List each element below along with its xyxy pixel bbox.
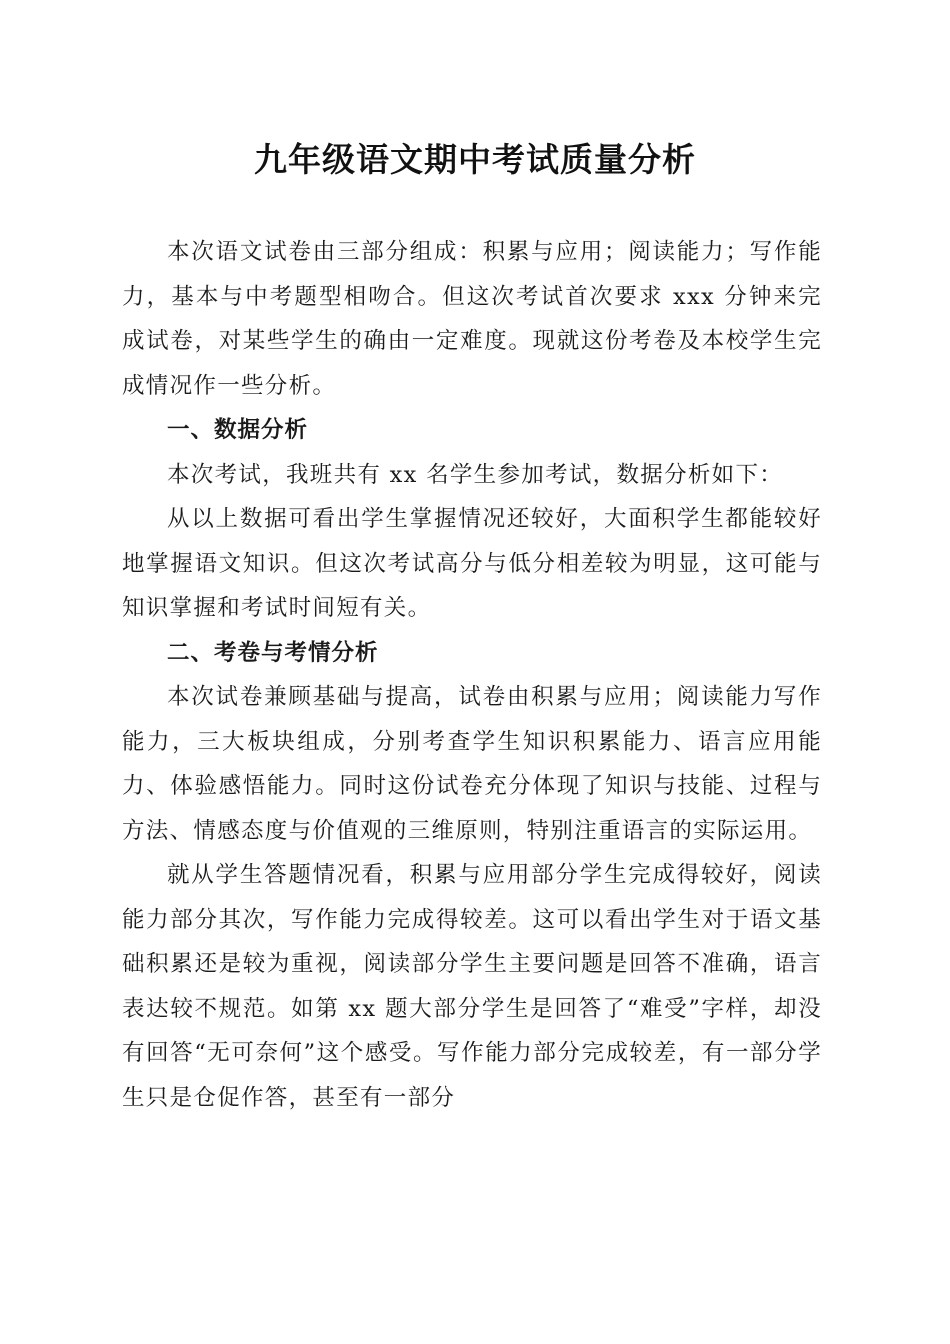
section2-paragraph-1: 本次试卷兼顾基础与提高，试卷由积累与应用；阅读能力写作能力，三大板块组成，分别考查学生知识积累能力、语言应用能力、体验感悟能力。同时这份试卷充分体现了知识与技能、过程与方法、情感态度与价值观的三维原则，特别注重语言的实际运用。 (122, 684, 822, 844)
document-body (122, 230, 822, 1120)
document-title: 九年级语文期中考试质量分析 (254, 140, 696, 179)
intro-paragraph: 本次语文试卷由三部分组成：积累与应用；阅读能力；写作能力，基本与中考题型相吻合。但这次考试首次要求 xxx 分钟来完成试卷，对某些学生的确由一定难度。现就这份考卷及本校学生完成情况作一些分析。 (122, 239, 822, 399)
section-heading-exam-analysis: 二、考卷与考情分析 (167, 639, 379, 666)
section2-paragraph-2: 就从学生答题情况看，积累与应用部分学生完成得较好，阅读能力部分其次，写作能力完成得较差。这可以看出学生对于语文基础积累还是较为重视，阅读部分学生主要问题是回答不准确，语言表达较不规范。如第 xx 题大部分学生是回答了“难受”字样，却没有回答“无可奈何”这个感受。写作能力部分完成较差，有一部分学生只是仓促作答，甚至有一部分 (122, 862, 822, 1111)
section1-paragraph-1: 本次考试，我班共有 xx 名学生参加考试，数据分析如下： (167, 461, 784, 488)
section1-paragraph-2: 从以上数据可看出学生掌握情况还较好，大面积学生都能较好地掌握语文知识。但这次考试高分与低分相差较为明显，这可能与知识掌握和考试时间短有关。 (122, 506, 822, 621)
section-heading-data-analysis: 一、数据分析 (167, 417, 309, 443)
